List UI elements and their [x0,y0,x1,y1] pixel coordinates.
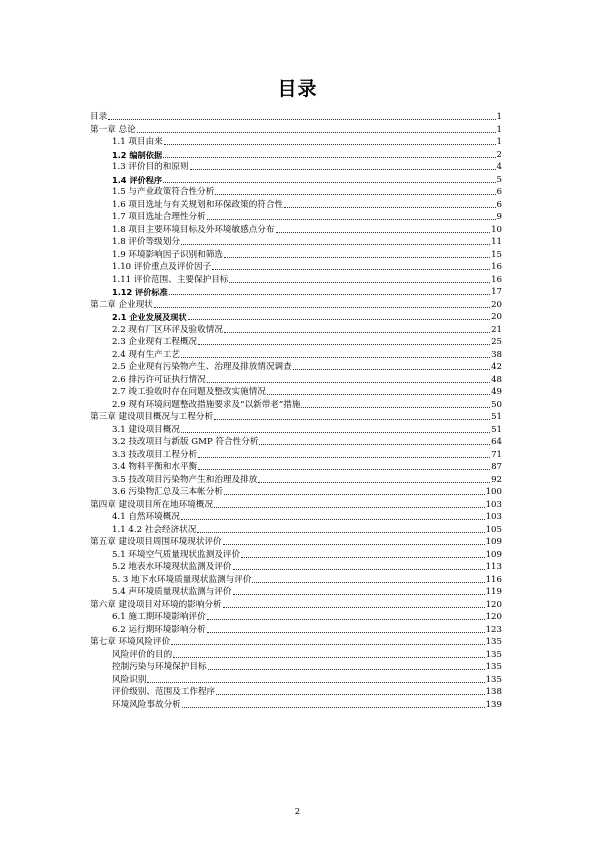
toc-entry-title: 2.4 现有生产工艺 [112,349,180,360]
toc-entry-page: 135 [485,674,502,685]
toc-entry-title: 2.3 企业现有工程概况 [112,337,198,347]
toc-entry-page: 71 [491,449,502,460]
toc-entry[interactable] [90,161,502,174]
toc-entry-title: 第三章 建设项目概况与工程分析 [90,412,214,422]
toc-dot-leader [233,594,485,595]
toc-entry-page: 105 [485,524,502,535]
toc-entry-title: 2.1 企业发展及现状 [112,312,187,322]
toc-entry[interactable] [90,698,502,711]
toc-entry[interactable] [90,311,502,324]
toc-entry-title: 1.9 环境影响因子识别和筛选 [112,249,223,260]
toc-dot-leader [171,644,485,645]
toc-dot-leader [197,532,484,533]
toc-dot-leader [147,682,484,683]
toc-dot-leader [137,132,496,133]
toc-entry-title: 2.9 现有环境问题整改措施要求及“以新带老”措施 [112,399,301,410]
toc-entry-title: 1.12 评价标准 [112,287,168,297]
toc-entry-page: 123 [485,624,502,635]
toc-entry-title: 6.2 运行期环境影响分析 [112,624,206,635]
toc-entry-page: 1 [496,124,502,135]
toc-entry-page: 100 [485,487,502,497]
toc-entry-page: 135 [485,649,502,660]
toc-entry-page: 10 [491,224,502,235]
toc-entry-page: 103 [485,499,502,510]
toc-entry-title: 1.1 4.2 社会经济状况 [112,524,197,535]
toc-dot-leader [207,382,490,383]
toc-entry[interactable] [90,236,502,249]
toc-dot-leader [214,507,485,508]
toc-entry-title: 环境风险事故分析 [112,699,181,710]
toc-entry[interactable] [90,561,502,574]
toc-entry-page: 135 [485,662,502,672]
toc-entry-title: 第六章 建设项目对环境的影响分析 [90,599,222,610]
toc-entry-title: 1.8 项目主要环境目标及外环境敏感点分布 [112,224,275,235]
toc-entry-title: 第四章 建设项目所在地环境概况 [90,499,214,510]
toc-dot-leader [198,344,490,345]
toc-entry-page: 2 [496,149,502,160]
toc-dot-leader [224,257,490,258]
toc-dot-leader [207,619,485,620]
toc-entry-title: 3.3 技改项目工程分析 [112,449,198,460]
toc-dot-leader [108,119,495,120]
toc-entry-page: 21 [491,324,502,335]
toc-entry-title: 第五章 建设项目周围环境现状评价 [90,537,222,547]
toc-dot-leader [293,369,490,370]
toc-entry-title: 3.4 物料平衡和水平衡 [112,462,198,472]
toc-entry-title: 目录 [90,112,108,122]
toc-entry[interactable] [90,261,502,274]
toc-entry[interactable] [90,361,502,374]
toc-entry-page: 92 [491,474,502,485]
toc-dot-leader [207,632,485,633]
toc-entry[interactable] [90,548,502,561]
toc-entry-title: 控制污染与环境保护目标 [112,662,207,672]
toc-entry[interactable] [90,448,502,461]
toc-dot-leader [208,669,485,670]
toc-entry-title: 1.7 项目选址合理性分析 [112,212,206,222]
toc-entry-page: 135 [485,637,502,647]
toc-entry[interactable] [90,498,502,511]
toc-entry-title: 评价级别、范围及工作程序 [112,687,216,697]
toc-entry[interactable] [90,436,502,449]
toc-dot-leader [233,569,485,570]
toc-entry-page: 139 [485,699,502,710]
toc-dot-leader [276,232,491,233]
toc-entry-title: 1.8 评价等级划分 [112,237,180,247]
toc-entry[interactable] [90,648,502,661]
toc-entry-page: 120 [485,599,502,610]
toc-entry-title: 2.7 竣工验收时存在问题及整改实施情况 [112,387,266,397]
page-number: 2 [294,807,301,817]
toc-dot-leader [216,694,484,695]
toc-entry-page: 5 [496,174,502,185]
toc-entry-page: 51 [491,412,502,422]
toc-entry-title: 5.4 声环境质量现状监测与评价 [112,587,232,597]
toc-entry-title: 1.11 评价范围、主要保护目标 [112,274,229,285]
toc-dot-leader [259,444,490,445]
toc-dot-leader [212,269,490,270]
toc-entry-page: 25 [491,337,502,347]
toc-entry-page: 120 [485,612,502,622]
toc-entry-page: 9 [496,212,502,222]
toc-entry[interactable] [90,573,502,586]
toc-entry-title: 1.3 评价目的和原则 [112,162,189,172]
toc-dot-leader [198,457,490,458]
toc-entry[interactable] [90,511,502,524]
toc-entry-page: 49 [491,387,502,397]
toc-entry-title: 2.5 企业现有污染物产生、治理及排放情况调查 [112,362,292,372]
toc-entry-page: 16 [491,262,502,272]
toc-entry[interactable] [90,211,502,224]
toc-entry-title: 第二章 企业现状 [90,299,153,310]
page-title: 目录 [277,78,318,100]
toc-dot-leader [223,607,485,608]
toc-entry-title: 1.2 编制依据 [112,149,163,160]
toc-entry-page: 6 [496,187,502,197]
toc-entry[interactable] [90,611,502,624]
toc-entry-page: 116 [485,574,502,585]
toc-dot-leader [267,394,490,395]
toc-dot-leader [188,319,490,320]
toc-entry[interactable] [90,673,502,686]
toc-entry-page: 38 [491,349,502,360]
toc-entry-page: 42 [491,362,502,372]
toc-entry-page: 1 [496,137,502,147]
toc-entry-title: 风险识别 [112,674,147,685]
toc-entry[interactable] [90,686,502,699]
toc-entry-page: 103 [485,512,502,522]
toc-entry[interactable] [90,336,502,349]
toc-entry-page: 16 [491,274,502,285]
toc-entry[interactable] [90,248,502,261]
toc-dot-leader [169,294,490,295]
toc-dot-leader [173,657,484,658]
toc-entry-title: 3.2 技改项目与新版 GMP 符合性分析 [112,437,259,447]
toc-dot-leader [181,357,490,358]
toc-entry-title: 第一章 总论 [90,124,136,135]
toc-entry[interactable] [90,636,502,649]
toc-entry[interactable] [90,586,502,599]
toc-entry-title: 1.1 项目由来 [112,137,163,147]
toc-entry-title: 1.5 与产业政策符合性分析 [112,187,215,197]
toc-entry-title: 3.6 污染物汇总及三本帐分析 [112,487,223,497]
toc-entry[interactable] [90,273,502,286]
toc-entry[interactable] [90,298,502,311]
toc-entry[interactable] [90,373,502,386]
toc-entry[interactable] [90,623,502,636]
toc-entry-title: 5.1 环境空气质量现状监测及评价 [112,549,241,560]
toc-entry[interactable] [90,223,502,236]
toc-dot-leader [154,307,490,308]
toc-entry-title: 2.6 排污许可证执行情况 [112,374,206,385]
toc-entry-page: 11 [491,237,502,247]
toc-dot-leader [207,219,496,220]
toc-dot-leader [164,144,496,145]
toc-entry-page: 64 [491,437,502,447]
toc-entry-title: 5. 3 地下水环境质量现状监测与评价 [112,574,252,585]
toc-entry-title: 2.2 现有厂区环评及验收情况 [112,324,223,335]
toc-entry-title: 1.10 评价重点及评价因子 [112,262,212,272]
toc-dot-leader [229,282,490,283]
toc-dot-leader [181,432,490,433]
toc-entry-page: 50 [491,399,502,410]
toc-dot-leader [163,182,495,183]
toc-entry[interactable] [90,148,502,161]
toc-entry-page: 119 [485,587,502,597]
toc-entry[interactable] [90,386,502,399]
toc-entry-page: 138 [485,687,502,697]
toc-entry[interactable] [90,523,502,536]
toc-dot-leader [241,557,484,558]
toc-entry-page: 1 [496,112,502,122]
toc-entry[interactable] [90,173,502,186]
toc-entry[interactable] [90,661,502,674]
toc-dot-leader [252,582,484,583]
toc-dot-leader [163,157,495,158]
toc-entry-page: 17 [491,287,502,297]
toc-entry-title: 3.1 建设项目概况 [112,424,180,435]
toc-entry[interactable] [90,461,502,474]
toc-entry-page: 109 [485,537,502,547]
toc-dot-leader [223,544,485,545]
toc-entry[interactable] [90,486,502,499]
toc-entry[interactable] [90,598,502,611]
toc-entry-title: 6.1 施工期环境影响评价 [112,612,206,622]
toc-entry[interactable] [90,198,502,211]
toc-dot-leader [284,207,495,208]
toc-entry-title: 风险评价的目的 [112,649,173,660]
toc-dot-leader [224,332,490,333]
toc-entry[interactable] [90,536,502,549]
toc-entry[interactable] [90,136,502,149]
toc-dot-leader [181,519,485,520]
toc-entry[interactable] [90,186,502,199]
toc-entry-title: 4.1 自然环境概况 [112,512,180,522]
table-of-contents [90,111,502,711]
toc-entry[interactable] [90,473,502,486]
toc-dot-leader [214,419,490,420]
toc-entry-title: 5.2 地表水环境现状监测及评价 [112,562,232,572]
toc-entry[interactable] [90,323,502,336]
toc-entry[interactable] [90,123,502,136]
toc-entry-page: 48 [491,374,502,385]
toc-dot-leader [224,494,485,495]
toc-dot-leader [182,707,485,708]
toc-entry[interactable] [90,423,502,436]
toc-dot-leader [181,244,490,245]
toc-entry-page: 109 [485,549,502,560]
toc-dot-leader [258,482,490,483]
toc-entry[interactable] [90,286,502,299]
toc-entry[interactable] [90,111,502,124]
toc-entry-page: 20 [491,312,502,322]
toc-entry-page: 20 [491,299,502,310]
toc-dot-leader [215,194,495,195]
toc-entry-title: 3.5 技改项目污染物产生和治理及排放 [112,474,258,485]
toc-entry-title: 1.4 评价程序 [112,174,163,185]
toc-entry[interactable] [90,411,502,424]
toc-entry[interactable] [90,348,502,361]
toc-entry-page: 87 [491,462,502,472]
toc-dot-leader [190,169,496,170]
toc-entry-page: 51 [491,424,502,435]
toc-dot-leader [301,407,490,408]
toc-entry-page: 15 [491,249,502,260]
toc-dot-leader [198,469,490,470]
toc-entry-title: 第七章 环境风险评价 [90,637,171,647]
toc-entry[interactable] [90,398,502,411]
toc-entry-title: 1.6 项目选址与有关规划和环保政策的符合性 [112,199,284,210]
toc-entry-page: 4 [496,162,502,172]
toc-entry-page: 113 [485,562,502,572]
toc-entry-page: 6 [496,199,502,210]
